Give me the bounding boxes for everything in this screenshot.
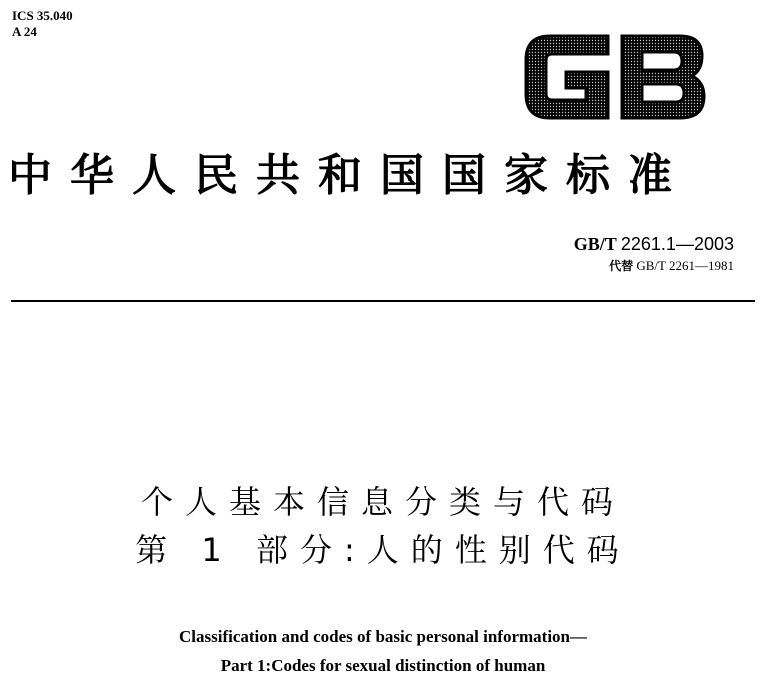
standard-number-value: 2261.1—2003 (620, 234, 734, 254)
english-title-line1: Classification and codes of basic personal information— (178, 627, 588, 646)
document-title-line2: 第 1 部分:人的性别代码 (135, 531, 631, 569)
standard-title: 中华人民共和国国家标准 (8, 150, 690, 201)
document-title-line1: 个人基本信息分类与代码 (140, 483, 625, 521)
english-title-line2: Part 1:Codes for sexual distinction of human (220, 656, 546, 675)
document-title (0, 478, 766, 574)
standard-prefix: GB/T (573, 234, 617, 254)
ics-block (12, 8, 73, 40)
english-title (0, 622, 766, 680)
category-code: A 24 (12, 24, 37, 39)
header-divider (11, 300, 755, 302)
standard-code-block (574, 234, 734, 274)
gb-logo (522, 30, 708, 124)
replaces-line (574, 257, 734, 274)
replaces-code: GB/T 2261—1981 (636, 258, 734, 273)
replaces-label: 代替 (609, 259, 634, 273)
ics-code: ICS 35.040 (12, 8, 73, 23)
standard-number (574, 234, 734, 255)
